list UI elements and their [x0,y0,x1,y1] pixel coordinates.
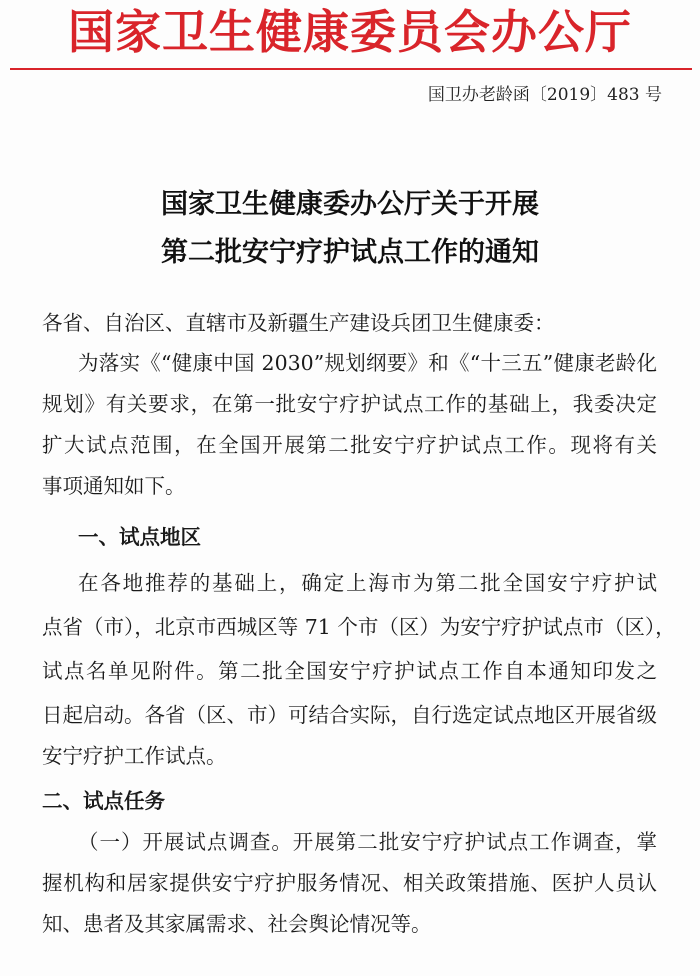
intro-line: 规划》有关要求，在第一批安宁疗护试点工作的基础上，我委决定 [42,392,657,416]
section-2-line: 握机构和居家提供安宁疗护服务情况、相关政策措施、医护人员认 [42,871,657,895]
letterhead-issuer: 国家卫生健康委员会办公厅 [68,5,632,59]
intro-line: 事项通知如下。 [42,474,186,498]
section-1-line: 点省（市），北京市西城区等 71 个市（区）为安宁疗护试点市（区）， [42,615,676,639]
intro-line: 为落实《“健康中国 2030”规划纲要》和《“十三五”健康老龄化 [78,351,657,375]
section-heading-2: 二、试点任务 [42,789,165,813]
section-1-line: 安宁疗护工作试点。 [42,744,227,768]
section-2-line: （一）开展试点调查。开展第二批安宁疗护试点工作调查，掌 [78,830,657,854]
salutation: 各省、自治区、直辖市及新疆生产建设兵团卫生健康委： [42,311,555,335]
letterhead-red-rule [10,68,692,70]
section-1-line: 试点名单见附件。第二批全国安宁疗护试点工作自本通知印发之 [42,659,657,683]
section-heading-1: 一、试点地区 [78,525,201,549]
section-2-line: 知、患者及其家属需求、社会舆论情况等。 [42,912,432,936]
document-title-line-2: 第二批安宁疗护试点工作的通知 [161,237,539,268]
section-1-line: 在各地推荐的基础上，确定上海市为第二批全国安宁疗护试 [78,571,657,595]
section-1-line: 日起启动。各省（区、市）可结合实际，自行选定试点地区开展省级 [42,703,657,727]
document-number: 国卫办老龄函〔2019〕483 号 [427,85,662,105]
intro-line: 扩大试点范围，在全国开展第二批安宁疗护试点工作。现将有关 [42,433,657,457]
document-title-line-1: 国家卫生健康委办公厅关于开展 [161,189,539,220]
